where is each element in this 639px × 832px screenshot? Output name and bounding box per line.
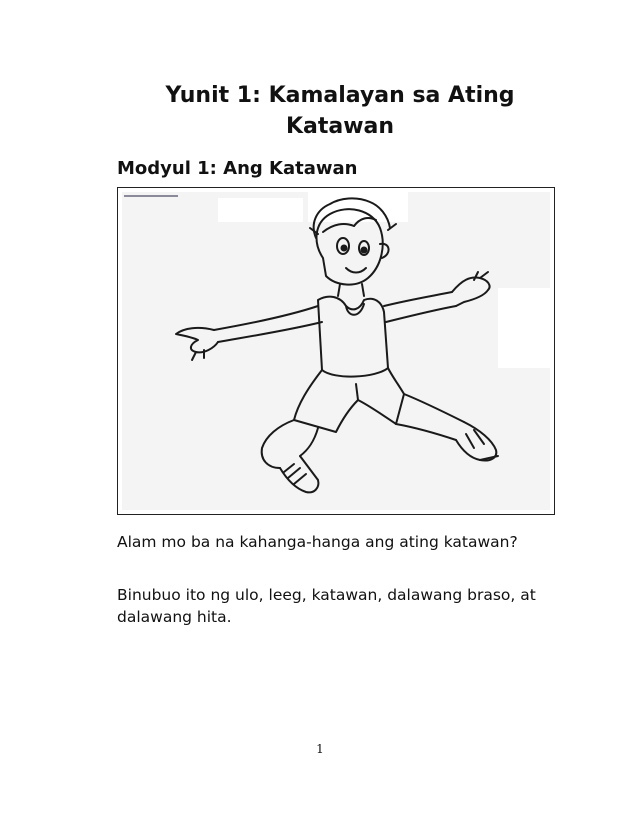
unit-title: Yunit 1: Kamalayan sa Ating Katawan [165,83,515,139]
illustration-frame [117,187,555,515]
module-title: Modyul 1: Ang Katawan [117,158,358,179]
paragraph-body-parts: Binubuo ito ng ulo, leeg, katawan, dalawang braso, at dalawang hita. [117,586,536,626]
paragraph-intro: Alam mo ba na kahanga-hanga ang ating katawan? [117,533,518,551]
boy-illustration [118,188,554,514]
page-number: 1 [316,742,324,756]
